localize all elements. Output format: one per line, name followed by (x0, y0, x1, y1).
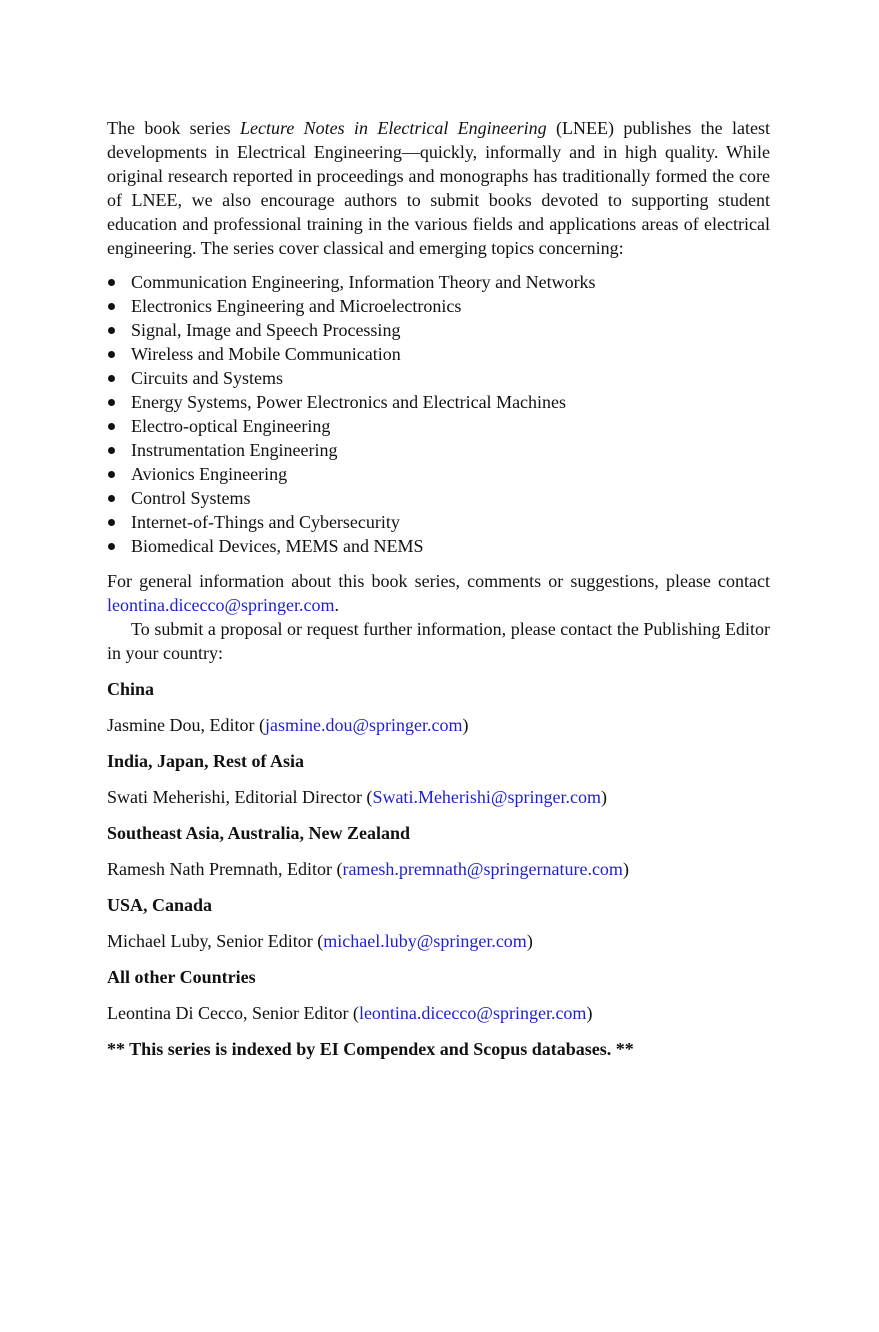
general-contact-email-link[interactable]: leontina.dicecco@springer.com (107, 595, 335, 615)
list-item: Wireless and Mobile Communication (107, 342, 770, 366)
series-intro (107, 116, 770, 260)
topic-list (107, 270, 770, 558)
indexing-note: ** This series is indexed by EI Compendex and Scopus databases. ** (107, 1039, 634, 1059)
bullet-icon (108, 471, 115, 478)
bullet-icon (108, 519, 115, 526)
document-page (107, 116, 770, 1061)
list-item: Biomedical Devices, MEMS and NEMS (107, 534, 770, 558)
bullet-icon (108, 351, 115, 358)
list-item: Signal, Image and Speech Processing (107, 318, 770, 342)
list-item: Electro-optical Engineering (107, 414, 770, 438)
bullet-icon (108, 303, 115, 310)
region-heading-southeast-asia: Southeast Asia, Australia, New Zealand (107, 823, 411, 843)
bullet-icon (108, 375, 115, 382)
bullet-icon (108, 327, 115, 334)
editor-email-link-china[interactable]: jasmine.dou@springer.com (264, 715, 463, 735)
intro-body: (LNEE) publishes the latest developments in Electrical Engineering—quickly, informally and in high quality. While original research reported in proceedings and monographs has traditionally formed the core of LNEE, we also encourage authors to submit books devoted to supporting student education and professional training in the various fields and applications areas of electrical engineering. The series cover classical and emerging topics concerning: (107, 118, 771, 258)
editor-other-countries: Leontina Di Cecco, Senior Editor (leontina.dicecco@springer.com) (107, 1003, 593, 1023)
list-item: Communication Engineering, Information Theory and Networks (107, 270, 770, 294)
region-heading-india-japan-asia: India, Japan, Rest of Asia (107, 751, 305, 771)
bullet-icon (108, 399, 115, 406)
list-item: Electronics Engineering and Microelectronics (107, 294, 770, 318)
editor-email-link-southeast-asia[interactable]: ramesh.premnath@springernature.com (342, 859, 623, 879)
submit-proposal-text: To submit a proposal or request further information, please contact the Publishing Editor in your country: (107, 619, 770, 663)
editor-china: Jasmine Dou, Editor (jasmine.dou@springer.com) (107, 715, 469, 735)
region-heading-usa-canada: USA, Canada (107, 895, 213, 915)
editor-email-link-india-japan-asia[interactable]: Swati.Meherishi@springer.com (372, 787, 601, 807)
bullet-icon (108, 447, 115, 454)
region-heading-china: China (107, 679, 155, 699)
list-item: Instrumentation Engineering (107, 438, 770, 462)
bullet-icon (108, 495, 115, 502)
bullet-icon (108, 423, 115, 430)
editor-india-japan-asia: Swati Meherishi, Editorial Director (Swati.Meherishi@springer.com) (107, 787, 607, 807)
editor-usa-canada: Michael Luby, Senior Editor (michael.luby@springer.com) (107, 931, 533, 951)
list-item: Control Systems (107, 486, 770, 510)
series-title: Lecture Notes in Electrical Engineering (240, 118, 547, 138)
list-item: Avionics Engineering (107, 462, 770, 486)
list-item: Energy Systems, Power Electronics and Electrical Machines (107, 390, 770, 414)
list-item: Circuits and Systems (107, 366, 770, 390)
editor-southeast-asia: Ramesh Nath Premnath, Editor (ramesh.premnath@springernature.com) (107, 859, 629, 879)
bullet-icon (108, 279, 115, 286)
list-item: Internet-of-Things and Cybersecurity (107, 510, 770, 534)
editor-email-link-other-countries[interactable]: leontina.dicecco@springer.com (358, 1003, 587, 1023)
general-contact: For general information about this book series, comments or suggestions, please contact leontina.dicecco@springer.com. (107, 571, 770, 615)
bullet-icon (108, 543, 115, 550)
editor-email-link-usa-canada[interactable]: michael.luby@springer.com (323, 931, 527, 951)
intro-prefix: The book series (107, 118, 241, 138)
region-heading-other-countries: All other Countries (107, 967, 256, 987)
